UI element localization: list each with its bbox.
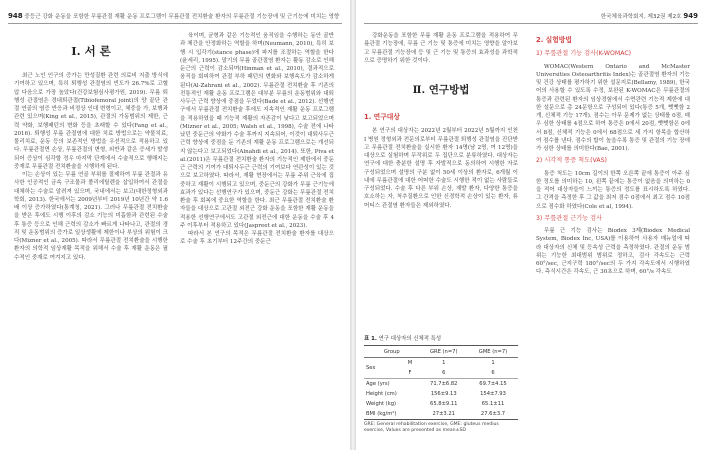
table-cell: 71.7±6.82 — [419, 379, 468, 390]
table-cell: 27±3.21 — [419, 409, 468, 420]
table-header-gre: GRE (n=7) — [419, 346, 468, 358]
intro-paragraph: 최근 노인 인구의 증가는 만성질환 관련 의료비 지출 방식에 기여하고 있으며, 특히 퇴행성 관절염의 빈도가 26.7%로 고혈압 다음으로 가장 높았다(건강보험심사평가원, 2019). 무릎 퇴행성 관절염은 경대퇴관절(Tibiofemoral joint)의 양 끝단 관절 연골의 염증 반응과 비정상 인대 변형이고, 체중을 가, 보행과 관련 있으며(King et al., 2015), 관절의 가동범위의 제한, 근력 약화, 보행패턴의 변화 등을 초래할 수 있다(Fang et al., 2016). 퇴행성 무릎 관절염에 대한 치료 방법으로는 약물치료, 물리치료, 운동 등의 보존적인 방법을 우선적으로 적용하고 있다. 무릎관절면 손상, 무릎관절의 변형, 외반과 같은 증세가 발생되어 증상이 심각할 정우 마지막 단계에서 수술적으로 행해지는 중재로 무릎관절 전치환술을 시행하게 된다. — [14, 73, 168, 170]
table-cell: 27.6±3.7 — [468, 409, 518, 420]
table-row-label: Sex — [366, 365, 376, 371]
womac-paragraph: WOMAC(Western Ontario and McMaster Universities Osteoarthritis Index)는 골관절염 환자의 기능 및 건강 상태를 평가하기 위한 설문지로(Bellamy, 1989), 한국어의 사용할 수 있도록 수정, 보완된 K-WOMAC은 무릎관절의 통증과 관련된 환자의 임상경험에서 수면관련 기능적 제한에 대한 설문으로 총 24문항으로 구성되어 있다(통증 5개, 뻣뻣함 2개, 신체적 기능 17개). 점수는 아무 문제가 없는 상태를 0점, 매우 심한 상태를 4점으로 하여 통증은 0에서 20점, 뻣뻣함은 0에서 8점, 신체적 기능은 0에서 68점으로 세 가지 항목을 합산하여 점수를 낸다. 점수의 합이 높을수록 통증 및 관절의 기능 장애가 심한 상태를 의미한다(Bae, 2001). — [536, 63, 690, 152]
subsection-methods: 2. 실험방법 — [536, 36, 572, 44]
vas-paragraph: 통증 척도는 10cm 길이의 한쪽 오른쪽 끝에 통증이 아주 심한 정도를 의미하는 10, 왼쪽 끝에는 통증이 없음을 의미하는 0을 적어 대상자들이 느끼는 통증의 정도를 표시하도록 하였다. 그 간격을 측정한 후 그 값을 최저 점수 0점에서 최고 점수 10점으로 점수화 하였다(Cole et al, 1994). — [536, 170, 690, 210]
left-running-header — [8, 12, 342, 22]
right-running-header — [364, 12, 698, 22]
subsection-muscle-function: 3) 무릎관절 근기능 검사 — [536, 214, 603, 222]
table-caption — [364, 334, 518, 342]
table-cell: 6 — [491, 370, 495, 376]
left-page — [0, 0, 350, 450]
table-cell: 154±7.93 — [480, 391, 506, 397]
right-column-2 — [536, 32, 690, 277]
table-row — [364, 379, 518, 390]
intro-paragraph: 육이며, 균형과 같은 기능적인 움직임을 수행하는 동안 골반과 체간을 안정화하는 역할을 하며(Neumann, 2010), 특히 보행 시 입각기(stance phase)에 파지를 조절하는 역할을 한다(윤세리, 1995). 말기의 무릎 골관절염 환자는 활동 감소로 인해 둔근의 근력이 감소되며(Hinman et al., 2010), 결과적으로 움직을 회피하여 관절 부하 패턴의 변화와 보행속도가 감소하게 된다(Al-Zahrani et al., 2002). 무릎관절 전치환술 후 기존의 전통적인 재활 운동 프로그램은 대부분 무릎의 운동범위와 대퇴사두근 근력 향상에 중점을 두었다(Bade et al., 2012). 선행연구에서 무릎관절 전치환술 후에도 지속적인 재활 운동 프로그램을 적용하였을 때 기능적 재활의 자존감이 낮다고 보고되었으며(Mizner et al., 2005; Walsh et al., 1998), 수술 전에 나타났던 중둔근의 약화가 수술 후까지 지속되어, 이것이 대퇴사두근 근력 향상에 중점을 둔 기존의 재활 운동 프로그램으로는 개선되지 않는다고 보고되었다(Alnahdi et al., 2014). 또한, Piva et al.(2011)은 무릎관절 전치환술 환자의 기능적인 제한에서 중둔근 근력의 기여가 대퇴사두근 근력의 기여보다 연관성이 있는 것으로 보고하였다. 따라서, 재활 현장에서는 무릎 주위 근육에 집중하고 재활이 시행되고 있으며, 중둔근의 강화가 무릎 근기능에 효과가 있다는 선행연구가 있으며, 중둔근 강화는 무릎관절 전치환술 후 회복에 중요한 역할을 한다. 최근 무릎관절 전치환술 환자들을 대상으로 고관절 외전근 강화 운동을 포함한 재활 운동을 적용한 선행연구에서도 고관절 외전근에 대한 운동을 수술 후 4주 이후부터 적용하고 있다(Jaspreet et al., 2023). — [180, 33, 334, 229]
right-page — [356, 0, 706, 450]
table-row — [364, 399, 518, 409]
table-row — [364, 409, 518, 420]
table-cell: 6 — [442, 370, 446, 376]
intro-closing-paragraph: 강화운동을 포함한 무릎 재활 운동 프로그램을 적용하여 무릎관절 기능장애, 무릎 근 기능 및 통증에 미치는 영향을 알아보고 무릎관절 기능장애 등 및 근 기능 및 통증의 효과성을 과학적으로 증명하기 위한 것이다. — [364, 33, 518, 64]
right-page-number: 949 — [683, 12, 698, 20]
subsection-participants: 1. 연구대상 — [364, 113, 400, 121]
intro-paragraph: 따라서 본 연구의 목적은 무릎관절 전치환술 환자를 대상으로 수술 후 초기부터 12주간의 중둔근 — [180, 231, 334, 246]
table-row-label: BMI (kg/m²) — [364, 409, 419, 420]
table-1 — [364, 334, 518, 434]
muscle-function-paragraph: 무릎 근 기능 검사는 Biodex 3제(Biodex Medical System, Biodex Inc, USA)를 이용하여 사용자 매뉴얼에 따라 대상자의 신체 및 등속성 근력을 측정하였다. 관절의 운동 범위는 기능한 최대범위 범위로 정하고, 검사 각속도는 근력 60°/sec, 근지구력 180°/sec의 두 가지 각속도에서 시행하였다. 측식시간은 각속도, 근 30초으로 하며, 60°/s 각속도 — [536, 228, 690, 276]
subsection-vas: 2) 시각적 통증 척도(VAS) — [536, 157, 607, 165]
right-running-title: 한국체육과학회지, 제32권 제2호 — [600, 14, 682, 20]
table-cell: 69.7±4.15 — [468, 379, 518, 390]
subsection-womac: 1) 무릎관절 기능 검사(K-WOMAC) — [536, 50, 632, 58]
table-cell: 156±9.13 — [430, 391, 457, 397]
table-header-group: Group — [364, 346, 419, 358]
table-row-label: Height (cm) — [366, 391, 397, 397]
left-header-rule — [8, 23, 342, 24]
left-running-title: 중등근 강화 운동을 포함한 무릎관절 재활 운동 프로그램이 무릎관절 전치환술 환자의 무릎관절 기능장애 및 근기능에 미치는 영향 — [24, 14, 340, 20]
table-row-sub: F — [408, 370, 412, 376]
left-column-1 — [14, 32, 168, 262]
table-cell: 1 — [442, 360, 446, 366]
table-header-gme: GME (n=7) — [468, 346, 518, 358]
table-row — [364, 389, 518, 399]
table-row-label: Weight (kg) — [366, 401, 397, 407]
table-caption-text: 연구 대상자의 신체적 특성 — [378, 336, 442, 342]
section-title-introduction: Ⅰ. 서 론 — [71, 44, 111, 58]
table-note: GRE: General rehabilitation exercise, GME: gluteus medius exercise, Values are presented as mean±SD — [364, 422, 499, 433]
left-column-2 — [180, 32, 334, 247]
right-header-rule — [364, 23, 698, 24]
table-cell: 1 — [491, 360, 495, 366]
table-cell: 65.1±11 — [481, 401, 505, 407]
table-row — [364, 358, 518, 369]
table-row-sub: M — [407, 360, 413, 366]
table-cell: 65.8±9.11 — [430, 401, 458, 407]
section-title-methods: Ⅱ. 연구방법 — [412, 84, 470, 96]
table-row-label: Age (yrs) — [364, 379, 419, 390]
left-page-number: 948 — [8, 12, 23, 20]
right-column-1 — [364, 32, 518, 210]
characteristics-table — [364, 345, 518, 420]
table-caption-label: 표 1. — [364, 336, 377, 342]
intro-paragraph: 이는 손상이 있는 무릎 연골 부위를 절제하여 무릎 관절과 유사한 인공적인 금속 구조물과 폴리에틸렌을 삽입하여서 관절을 대체하는 수술로 알려져 있으며, 국내에서는 보고(대한정형외과학회, 2013). 한국에서는 2009년부터 2019년 10년간 약 1.6배 이상 증가하였다(통계청, 2021). 그러나 무릎관절 전치환술을 받은 후에도 시행 이후의 감소 기능의 미흡함과 관련된 수술 후 통증 등으로 인해 근력의 감소가 빠르게 나타나고, 관절의 경직 및 운동범위의 증가로 일상생활에 제한이나 부상의 위험이 크다(Mizner et al., 2005). 따라서 무릎관절 전치환술을 시행한 환자의 의학적 임상재활 목적을 위해서 수술 후 재활 운동은 필수적인 중재로 여겨지고 있다. — [14, 172, 168, 261]
participants-paragraph: 본 연구의 대상자는 2022년 2월부터 2022년 5월까지 인천 I 병원 정형외과 전문의로부터 무릎관절 퇴행성 관절염을 진단받고 무릎관절 전치환술을 실시한 환자 14명(남 2명, 여 12명)을 대상으로 실험하며 무작위로 두 집단으로 분류하였다. 대상자는 연구에 대한 충분한 설명 후 자발적으로 동의하여 시행한 자로 구성되었으며 설명의 구분 없이 50세 이상의 환자로, 6개월 이내에 무릎관절에 대한 어떠한 수술도 시행한 적이 없는 사람들로 구성되었다. 수술 후 다른 부위 손상, 재발 환자, 다양한 통증을 호소하는 자, 척추질환으로 인한 신경학적 손상이 있는 환자, 류머티스 관절염 환자들은 제외하였다. — [364, 128, 518, 209]
